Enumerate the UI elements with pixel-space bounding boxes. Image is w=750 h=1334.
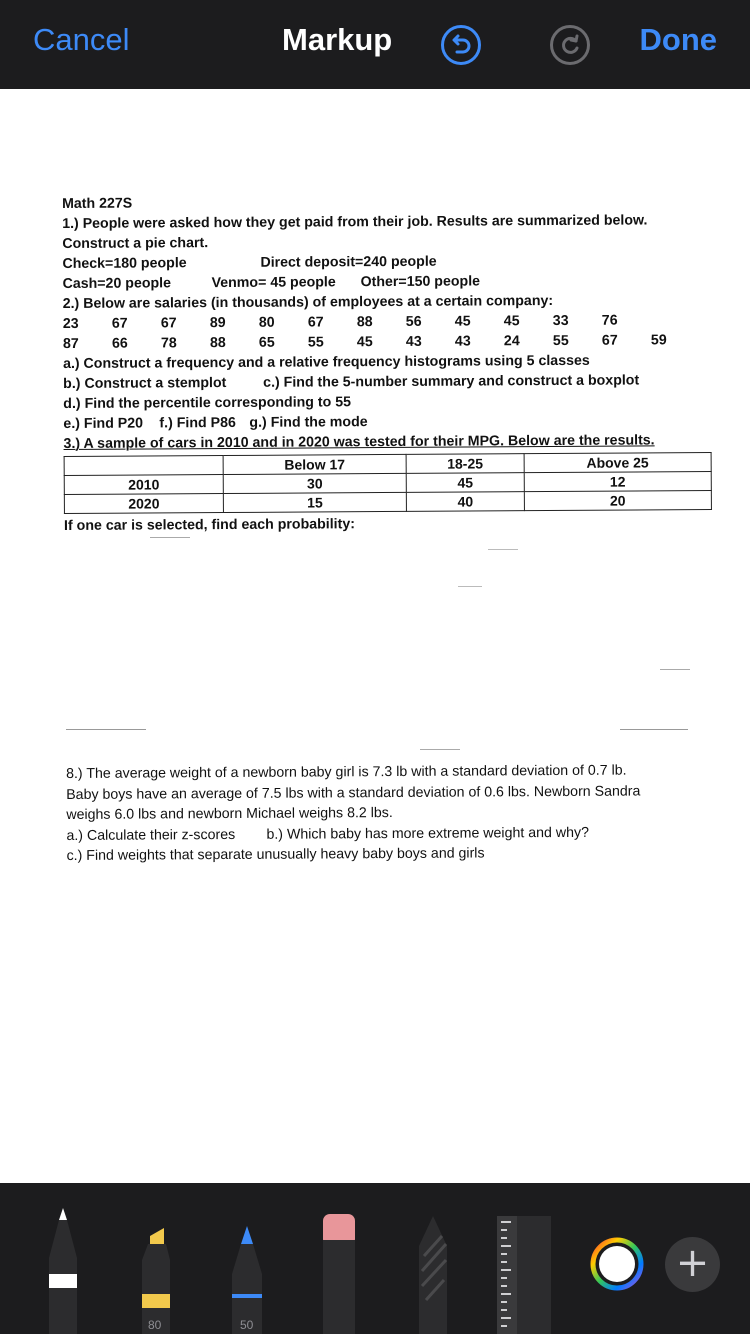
salary-value: 67 <box>307 314 324 331</box>
scan-artifact <box>420 749 460 750</box>
q2-f: f.) Find P86 <box>159 414 236 432</box>
page-title: Markup <box>282 22 393 57</box>
document-canvas[interactable] <box>0 89 750 1183</box>
salary-value: 23 <box>62 315 79 332</box>
redo-icon[interactable] <box>549 24 591 66</box>
q8-line2: Baby boys have an average of 7.5 lbs with a standard deviation of 0.6 lbs. Newborn Sandra <box>66 782 641 803</box>
lasso-tool[interactable] <box>416 1216 450 1334</box>
q2-a: a.) Construct a frequency and a relative frequency histograms using 5 classes <box>62 352 590 372</box>
undo-icon[interactable] <box>440 24 482 66</box>
plus-icon: + <box>675 1240 710 1286</box>
salary-value: 65 <box>258 334 275 351</box>
eraser-tool[interactable] <box>322 1214 356 1334</box>
markup-header <box>0 0 750 89</box>
scan-artifact <box>458 586 482 587</box>
scan-artifact <box>620 729 688 730</box>
salary-value: 55 <box>552 332 569 350</box>
highlighter-value: 80 <box>148 1318 162 1332</box>
worksheet-q8 <box>66 760 717 866</box>
salary-value: 24 <box>503 333 520 350</box>
salary-value: 67 <box>111 315 128 332</box>
scan-artifact <box>150 537 190 538</box>
highlighter-tool[interactable] <box>136 1194 176 1334</box>
table-cell: 20 <box>524 491 711 511</box>
table-header-cell: Below 17 <box>223 454 406 474</box>
salary-value: 59 <box>650 332 667 349</box>
q2-intro: 2.) Below are salaries (in thousands) of employees at a certain company: <box>62 293 554 312</box>
q2-bc <box>63 370 723 394</box>
table-row <box>64 491 711 514</box>
table-header-cell <box>64 456 223 476</box>
worksheet-upper <box>62 190 724 536</box>
pencil-tool[interactable] <box>229 1194 265 1334</box>
tool-palette <box>0 1183 750 1334</box>
q1-cash: Cash=20 people <box>62 275 172 292</box>
q2-e: e.) Find P20 <box>63 415 144 432</box>
salary-value: 66 <box>111 335 128 352</box>
scan-artifact <box>66 729 146 730</box>
salary-value: 87 <box>62 335 79 352</box>
pen-tool[interactable] <box>46 1194 80 1334</box>
salary-value: 33 <box>552 312 569 330</box>
table-header-cell: 18-25 <box>406 454 524 474</box>
ruler-tool[interactable] <box>497 1216 551 1334</box>
salary-value: 45 <box>503 313 520 330</box>
q1-line1: 1.) People were asked how they get paid from their job. Results are summarized below. <box>62 212 648 232</box>
salary-value: 56 <box>405 313 422 330</box>
salary-row-2 <box>63 330 723 354</box>
course-title: Math 227S <box>62 195 133 212</box>
scan-artifact <box>488 549 518 550</box>
salary-value: 45 <box>356 334 373 351</box>
salary-value: 45 <box>454 313 471 330</box>
salary-value: 88 <box>356 314 373 331</box>
salary-value: 43 <box>454 333 471 350</box>
salary-value: 43 <box>405 333 422 350</box>
mpg-table <box>64 452 712 514</box>
q1-check: Check=180 people <box>62 255 187 272</box>
pencil-value: 50 <box>240 1318 254 1332</box>
table-header-cell: Above 25 <box>524 453 711 473</box>
salary-value: 80 <box>258 314 275 331</box>
table-cell: 40 <box>406 492 524 512</box>
table-cell: 15 <box>223 492 406 512</box>
q8-line1: 8.) The average weight of a newborn baby girl is 7.3 lb with a standard deviation of 0.7 lb. <box>66 762 627 782</box>
cancel-button[interactable]: Cancel <box>33 22 130 57</box>
q8-line3: weighs 6.0 lbs and newborn Michael weighs 8.2 lbs. <box>66 805 393 823</box>
add-button[interactable] <box>665 1237 720 1292</box>
q2-c: c.) Find the 5-number summary and construct a boxplot <box>263 372 640 391</box>
color-picker-icon[interactable] <box>590 1237 644 1291</box>
salary-value: 67 <box>160 315 177 332</box>
q1-venmo: Venmo= 45 people <box>211 274 336 292</box>
q1-other: Other=150 people <box>360 273 481 291</box>
salary-value: 89 <box>209 315 226 332</box>
salary-value: 55 <box>307 334 324 351</box>
table-cell: 30 <box>223 473 406 493</box>
salary-value: 76 <box>601 312 618 329</box>
salary-value: 67 <box>601 332 618 349</box>
q3-footer: If one car is selected, find each probability: <box>63 516 355 534</box>
table-cell: 12 <box>524 472 711 492</box>
q8-b: b.) Which baby has more extreme weight and why? <box>266 824 590 843</box>
q2-g: g.) Find the mode <box>249 414 368 431</box>
table-cell: 45 <box>406 473 524 493</box>
done-button[interactable]: Done <box>639 22 717 57</box>
q2-d: d.) Find the percentile corresponding to 55 <box>63 394 352 412</box>
table-cell: 2020 <box>64 494 223 514</box>
q2-b: b.) Construct a stemplot <box>63 374 227 392</box>
table-cell: 2010 <box>64 475 223 495</box>
salary-value: 78 <box>160 335 177 352</box>
q1-direct: Direct deposit=240 people <box>260 253 437 271</box>
q8-c: c.) Find weights that separate unusually heavy baby boys and girls <box>66 845 485 864</box>
q3-intro: 3.) A sample of cars in 2010 and in 2020 was tested for their MPG. Below are the results. <box>63 432 655 452</box>
scan-artifact <box>660 669 690 670</box>
q8-a: a.) Calculate their z-scores <box>66 826 236 844</box>
q1-line2: Construct a pie chart. <box>62 235 209 252</box>
salary-value: 88 <box>209 335 226 352</box>
